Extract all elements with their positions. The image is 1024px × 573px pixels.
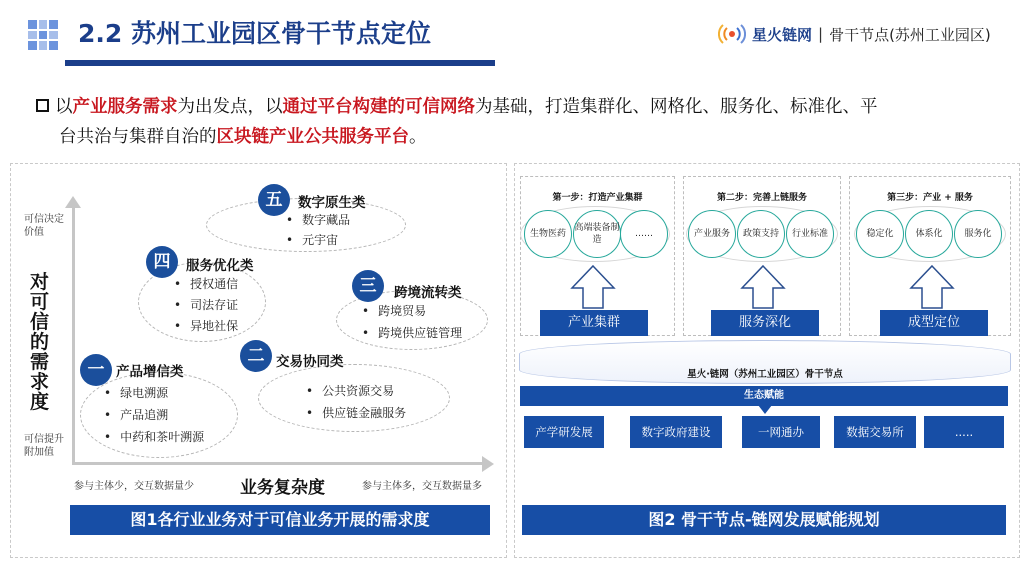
category-items bbox=[104, 382, 204, 448]
step-title: 第一步：打造产业集群 bbox=[552, 193, 643, 203]
step-title: 第三步：产业 + 服务 bbox=[887, 193, 973, 203]
category-item: • 跨境供应链管理 bbox=[362, 322, 462, 344]
figure1-caption: 图1各行业业务对于可信业务开展的需求度 bbox=[70, 505, 490, 535]
title-underline bbox=[65, 60, 495, 66]
category-items bbox=[362, 300, 462, 344]
step-circle: …… bbox=[620, 210, 668, 258]
brand-name: 星火链网 bbox=[752, 25, 813, 44]
service-box: 产学研发展 bbox=[524, 416, 604, 448]
category-badge: 二 bbox=[240, 340, 272, 372]
service-box: ..... bbox=[924, 416, 1004, 448]
category-items bbox=[174, 274, 238, 337]
category-item: • 异地社保 bbox=[174, 316, 238, 337]
step-result: 服务深化 bbox=[711, 310, 819, 336]
intro-text: 为基础，打造集群化、网格化、服务化、标准化、平 bbox=[475, 97, 878, 117]
step-circle: 政策支持 bbox=[737, 210, 785, 258]
intro-text: 为出发点，以 bbox=[177, 97, 283, 117]
x-right-label: 参与主体多，交互数据量多 bbox=[362, 481, 482, 492]
y-top-label: 可信决定价值 bbox=[24, 214, 64, 238]
step-circle: 体系化 bbox=[905, 210, 953, 258]
category-item: • 公共资源交易 bbox=[306, 380, 406, 402]
platform-label: 星火·链网（苏州工业园区）骨干节点 bbox=[687, 369, 843, 380]
category-item: • 数字藏品 bbox=[286, 210, 350, 230]
step-circle: 高端装备制造 bbox=[573, 210, 621, 258]
intro-paragraph bbox=[36, 92, 986, 152]
section-label: 骨干节点(苏州工业园区) bbox=[829, 25, 991, 44]
x-axis bbox=[72, 462, 484, 465]
intro-text: 台共治与集群自治的 bbox=[59, 127, 217, 147]
category-item: • 司法存证 bbox=[174, 295, 238, 316]
step-circle: 生物医药 bbox=[524, 210, 572, 258]
y-axis-arrow-icon bbox=[65, 196, 81, 208]
category-item: • 供应链金融服务 bbox=[306, 402, 406, 424]
category-item: • 中药和茶叶溯源 bbox=[104, 426, 204, 448]
y-axis bbox=[72, 205, 75, 463]
service-box: 一网通办 bbox=[742, 416, 820, 448]
grid-icon bbox=[28, 20, 58, 50]
step-result: 产业集群 bbox=[540, 310, 648, 336]
brand bbox=[718, 22, 991, 46]
intro-highlight: 通过平台构建的可信网络 bbox=[282, 97, 475, 117]
intro-highlight: 区块链产业公共服务平台 bbox=[216, 127, 409, 147]
x-left-label: 参与主体少，交互数据量少 bbox=[74, 481, 194, 492]
intro-highlight: 产业服务需求 bbox=[72, 97, 178, 117]
step-circle: 行业标准 bbox=[786, 210, 834, 258]
up-arrow-icon bbox=[570, 264, 616, 310]
category-title: 跨境流转类 bbox=[394, 285, 462, 301]
intro-text: 。 bbox=[409, 127, 427, 147]
down-arrow-icon bbox=[758, 405, 772, 414]
category-badge: 三 bbox=[352, 270, 384, 302]
category-item: • 授权通信 bbox=[174, 274, 238, 295]
step-circle: 服务化 bbox=[954, 210, 1002, 258]
service-box: 数据交易所 bbox=[834, 416, 916, 448]
category-title: 产品增信类 bbox=[116, 364, 184, 380]
category-item: • 元宇宙 bbox=[286, 230, 350, 250]
empower-bar: 生态赋能 bbox=[520, 386, 1008, 406]
category-item: • 跨境贸易 bbox=[362, 300, 462, 322]
category-title: 服务优化类 bbox=[186, 258, 254, 274]
up-arrow-icon bbox=[740, 264, 786, 310]
intro-text: 以 bbox=[55, 97, 73, 117]
page-title: 2.2 苏州工业园区骨干节点定位 bbox=[78, 19, 431, 48]
bullet-square-icon bbox=[36, 99, 49, 112]
y-bottom-label: 可信提升附加值 bbox=[24, 434, 64, 458]
category-title: 数字原生类 bbox=[298, 195, 366, 211]
category-items bbox=[286, 210, 350, 250]
figure2-caption: 图2 骨干节点-链网发展赋能规划 bbox=[522, 505, 1006, 535]
step-title: 第二步：完善上链服务 bbox=[716, 193, 807, 203]
signal-logo-icon bbox=[718, 22, 746, 46]
category-badge: 五 bbox=[258, 184, 290, 216]
x-axis-arrow-icon bbox=[482, 456, 494, 472]
category-item: • 绿电溯源 bbox=[104, 382, 204, 404]
step-circle: 稳定化 bbox=[856, 210, 904, 258]
up-arrow-icon bbox=[909, 264, 955, 310]
x-axis-label: 业务复杂度 bbox=[240, 478, 325, 498]
step-result: 成型定位 bbox=[880, 310, 988, 336]
y-axis-label: 对可信的需求度 bbox=[30, 271, 50, 413]
service-box: 数字政府建设 bbox=[630, 416, 722, 448]
category-title: 交易协同类 bbox=[276, 354, 344, 370]
step-circle: 产业服务 bbox=[688, 210, 736, 258]
category-items bbox=[306, 380, 406, 424]
category-badge: 四 bbox=[146, 246, 178, 278]
category-item: • 产品追溯 bbox=[104, 404, 204, 426]
brand-separator: | bbox=[818, 25, 824, 43]
category-badge: 一 bbox=[80, 354, 112, 386]
